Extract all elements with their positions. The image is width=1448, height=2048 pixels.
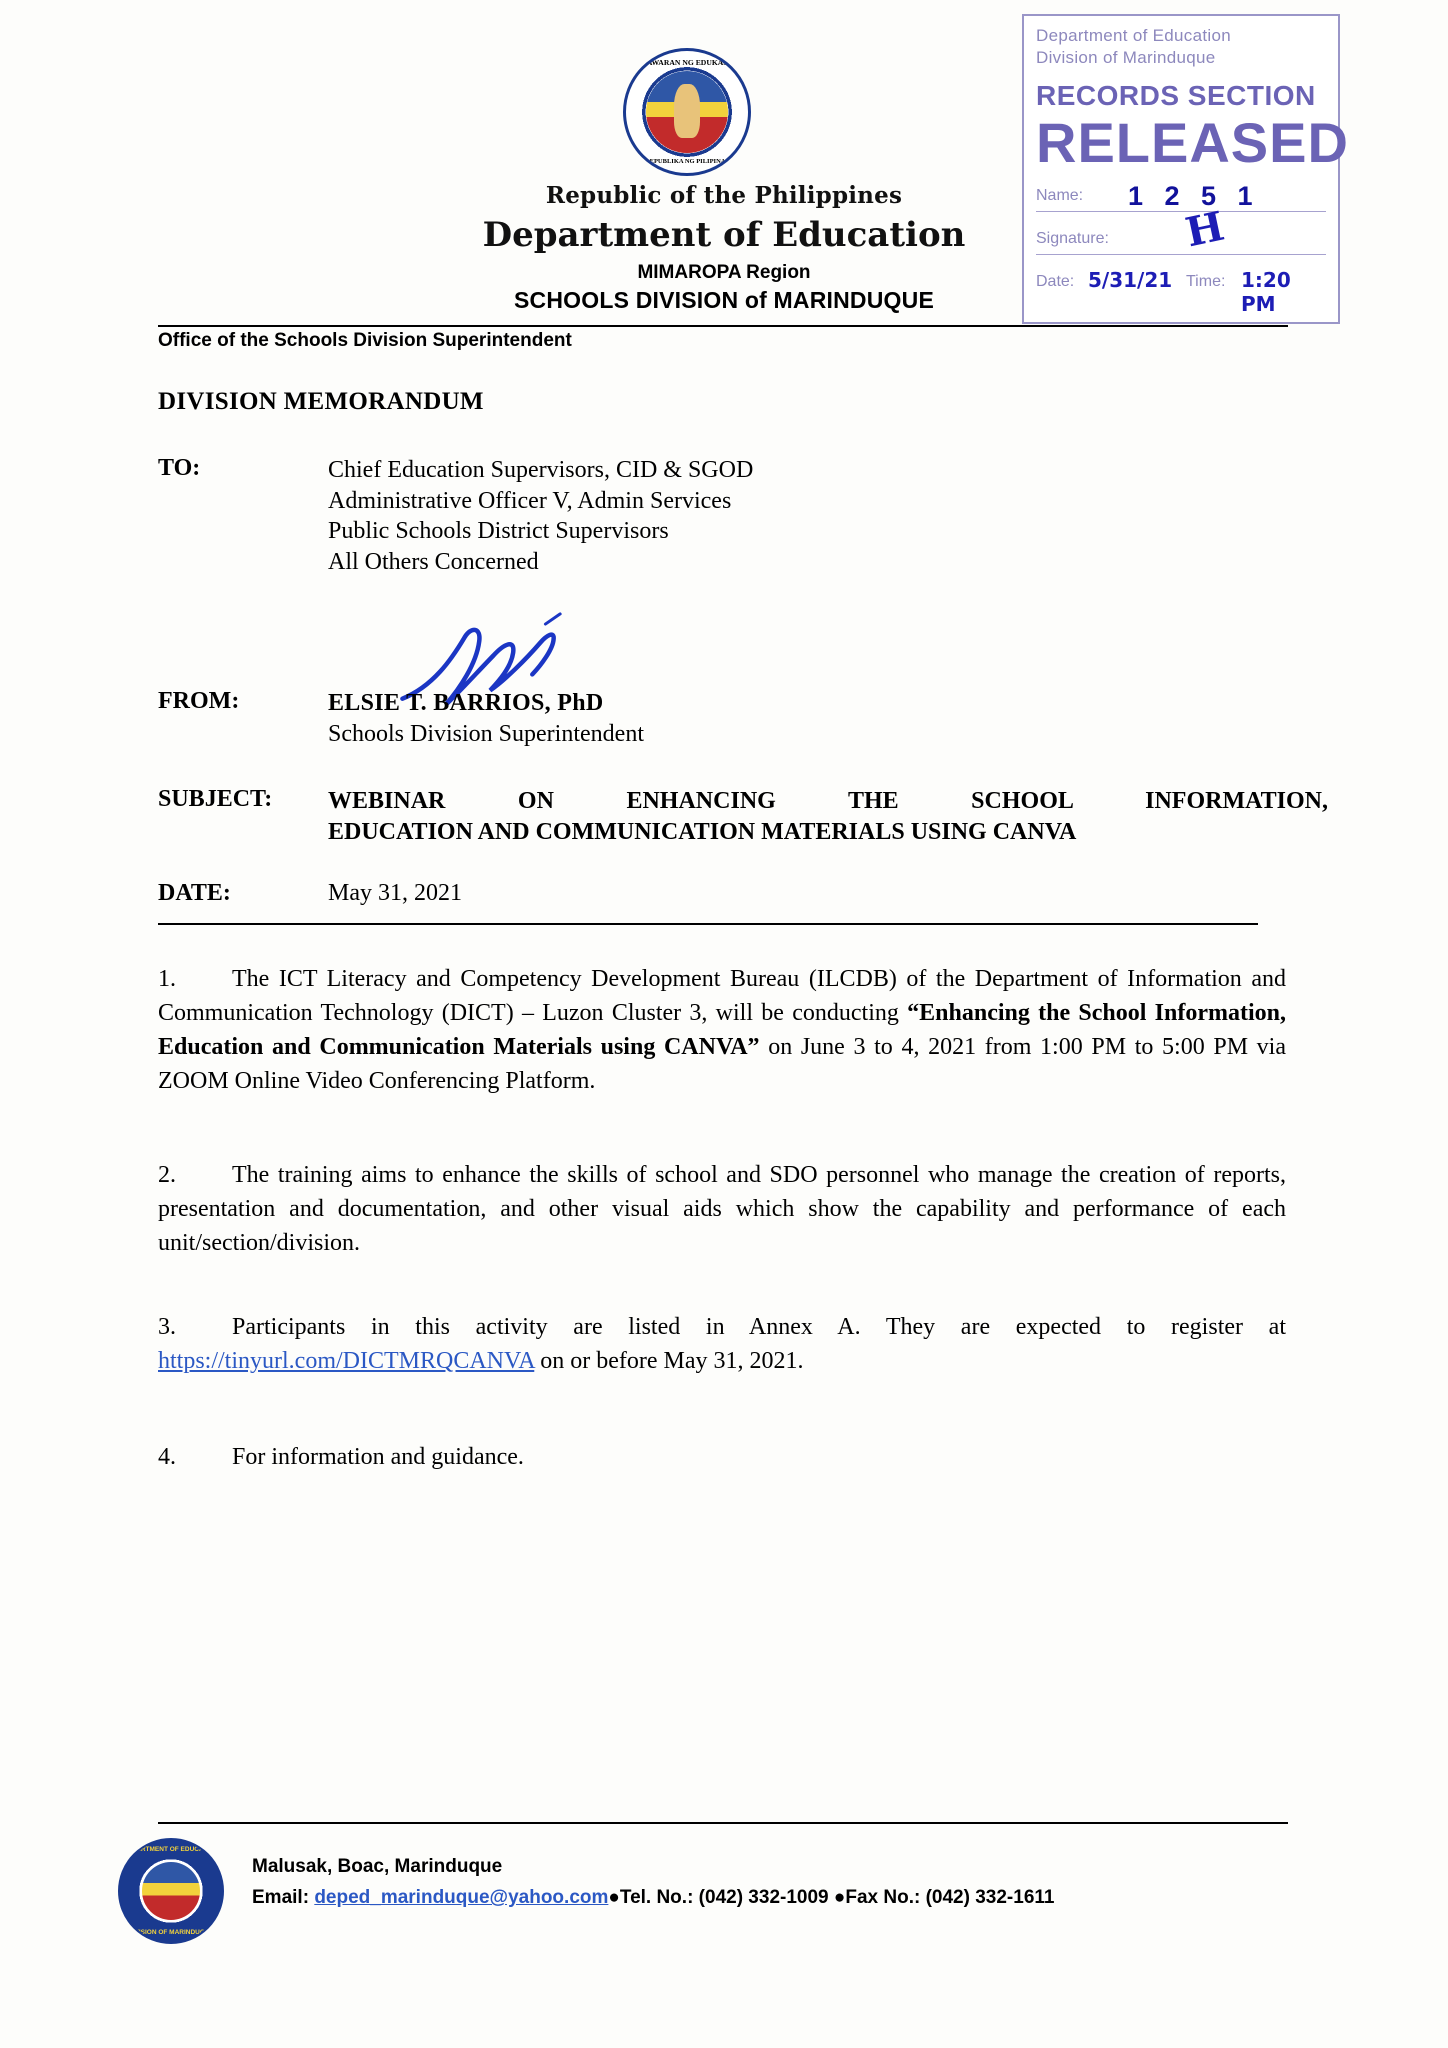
paragraph-2-text [158, 1158, 1286, 1260]
paragraph-3-text-b: on or before May 31, 2021. [534, 1348, 804, 1375]
body-divider [158, 923, 1258, 925]
from-label: FROM: [158, 688, 240, 714]
stamp-signature-value: H [1181, 202, 1229, 257]
stamp-name-value: 1 2 5 1 [1128, 181, 1260, 212]
paragraph-2 [158, 1158, 1286, 1260]
records-released-stamp [1022, 14, 1349, 324]
date-label: DATE: [158, 880, 231, 906]
stamp-time-label: Time: [1186, 273, 1226, 291]
division-line: SCHOOLS DIVISION of MARINDUQUE [513, 287, 934, 313]
footer-email-link[interactable]: deped_marinduque@yahoo.com [314, 1887, 609, 1909]
paragraph-3-text [158, 1310, 1286, 1378]
paragraph-4 [158, 1440, 1286, 1474]
paragraph-4-number: 4. [158, 1444, 176, 1470]
footer-email-label: Email: [252, 1887, 315, 1909]
subject-value [328, 786, 1328, 848]
header-divider [158, 325, 1288, 327]
to-value [328, 455, 1328, 578]
paragraph-1-text [158, 962, 1286, 1098]
stamp-date-label: Date: [1036, 273, 1075, 291]
office-line: Office of the Schools Division Superintendent [158, 330, 572, 351]
seal-top-text: KAGAWARAN NG EDUKASYON [629, 58, 745, 67]
footer-seal-top-text: DEPARTMENT OF EDUCATION [123, 1846, 219, 1853]
page-title: DIVISION MEMORANDUM [158, 388, 484, 415]
paragraph-3 [158, 1310, 1286, 1378]
stamp-date-value: 5/31/21 [1088, 268, 1173, 293]
division-seal-icon [118, 1838, 224, 1944]
paragraph-1 [158, 962, 1286, 1098]
subject-text [328, 786, 1328, 848]
to-recipient: Chief Education Supervisors, CID & SGOD [328, 457, 754, 483]
paragraph-1-text-b: on June 3 to 4, 2021 from 1:00 PM to 5:00 PM via ZOOM Online Video Conferencing Platform. [158, 1034, 1286, 1095]
paragraph-2-text-a: The training aims to enhance the skills of school and SDO personnel who manage the creation of reports, presentation and documentation, and other visual aids which show the capability and performance of each unit/section/division. [158, 1162, 1286, 1257]
footer-seal-bottom-text: DIVISION OF MARINDUQUE [128, 1928, 214, 1936]
footer-contact [252, 1852, 1054, 1913]
date-value: May 31, 2021 [328, 880, 462, 906]
paragraph-3-number: 3. [158, 1314, 176, 1340]
paragraph-4-text-a: For information and guidance. [232, 1444, 524, 1470]
stamp-line-2: Division of Marinduque [1036, 48, 1216, 67]
from-name: ELSIE T. BARRIOS, PhD [328, 690, 604, 716]
stamp-released: RELEASED [1036, 111, 1349, 174]
subject-line-2: EDUCATION AND COMMUNICATION MATERIALS USING CANVA [328, 819, 1077, 846]
from-value [328, 688, 1328, 749]
paragraph-1-text-a: The ICT Literacy and Competency Development Bureau (ILCDB) of the Department of Information and Communication Technology (DICT) – Luzon Cluster 3, will be conducting [158, 966, 1286, 1027]
stamp-time-value: 1:20 PM [1241, 268, 1291, 317]
stamp-date-row [1036, 268, 1326, 317]
to-recipient: Public Schools District Supervisors [328, 518, 669, 545]
stamp-signature-row [1036, 202, 1326, 257]
footer-tel: ●Tel. No.: (042) 332-1009 ●Fax No.: (042) 332-1611 [608, 1887, 1055, 1909]
region-line: MIMAROPA Region [637, 262, 811, 283]
stamp-name-label: Name: [1036, 187, 1084, 205]
seal-bottom-text: REPUBLIKA NG PILIPINAS [644, 158, 730, 165]
paragraph-1-bold: “Enhancing the School Information, Education and Communication Materials using CANVA” [158, 1000, 1287, 1061]
from-title: Schools Division Superintendent [328, 720, 644, 747]
department-line: Department of Education [482, 215, 966, 255]
paragraph-2-number: 2. [158, 1162, 176, 1188]
subject-label: SUBJECT: [158, 786, 273, 812]
footer-seal-inner [142, 1862, 200, 1920]
footer-email-line [252, 1883, 1054, 1912]
stamp-section: RECORDS SECTION [1036, 80, 1316, 111]
subject-line-1: WEBINAR ON ENHANCING THE SCHOOL INFORMATION, [328, 788, 1328, 814]
to-label: TO: [158, 455, 201, 481]
stamp-line-1: Department of Education [1036, 26, 1231, 45]
to-recipient: Administrative Officer V, Admin Services [328, 487, 732, 514]
stamp-signature-label: Signature: [1036, 230, 1109, 248]
footer-divider [158, 1822, 1288, 1824]
republic-line: Republic of the Philippines [545, 182, 903, 209]
paragraph-4-text [158, 1440, 1286, 1474]
footer-address: Malusak, Boac, Marinduque [252, 1856, 503, 1877]
registration-link[interactable]: https://tinyurl.com/DICTMRQCANVA [158, 1348, 535, 1375]
paragraph-1-number: 1. [158, 966, 176, 992]
to-recipient: All Others Concerned [328, 549, 539, 576]
stamp-name-row [1036, 181, 1326, 212]
paragraph-3-text-a: Participants in this activity are listed in Annex A. They are expected to register at [232, 1314, 1286, 1340]
